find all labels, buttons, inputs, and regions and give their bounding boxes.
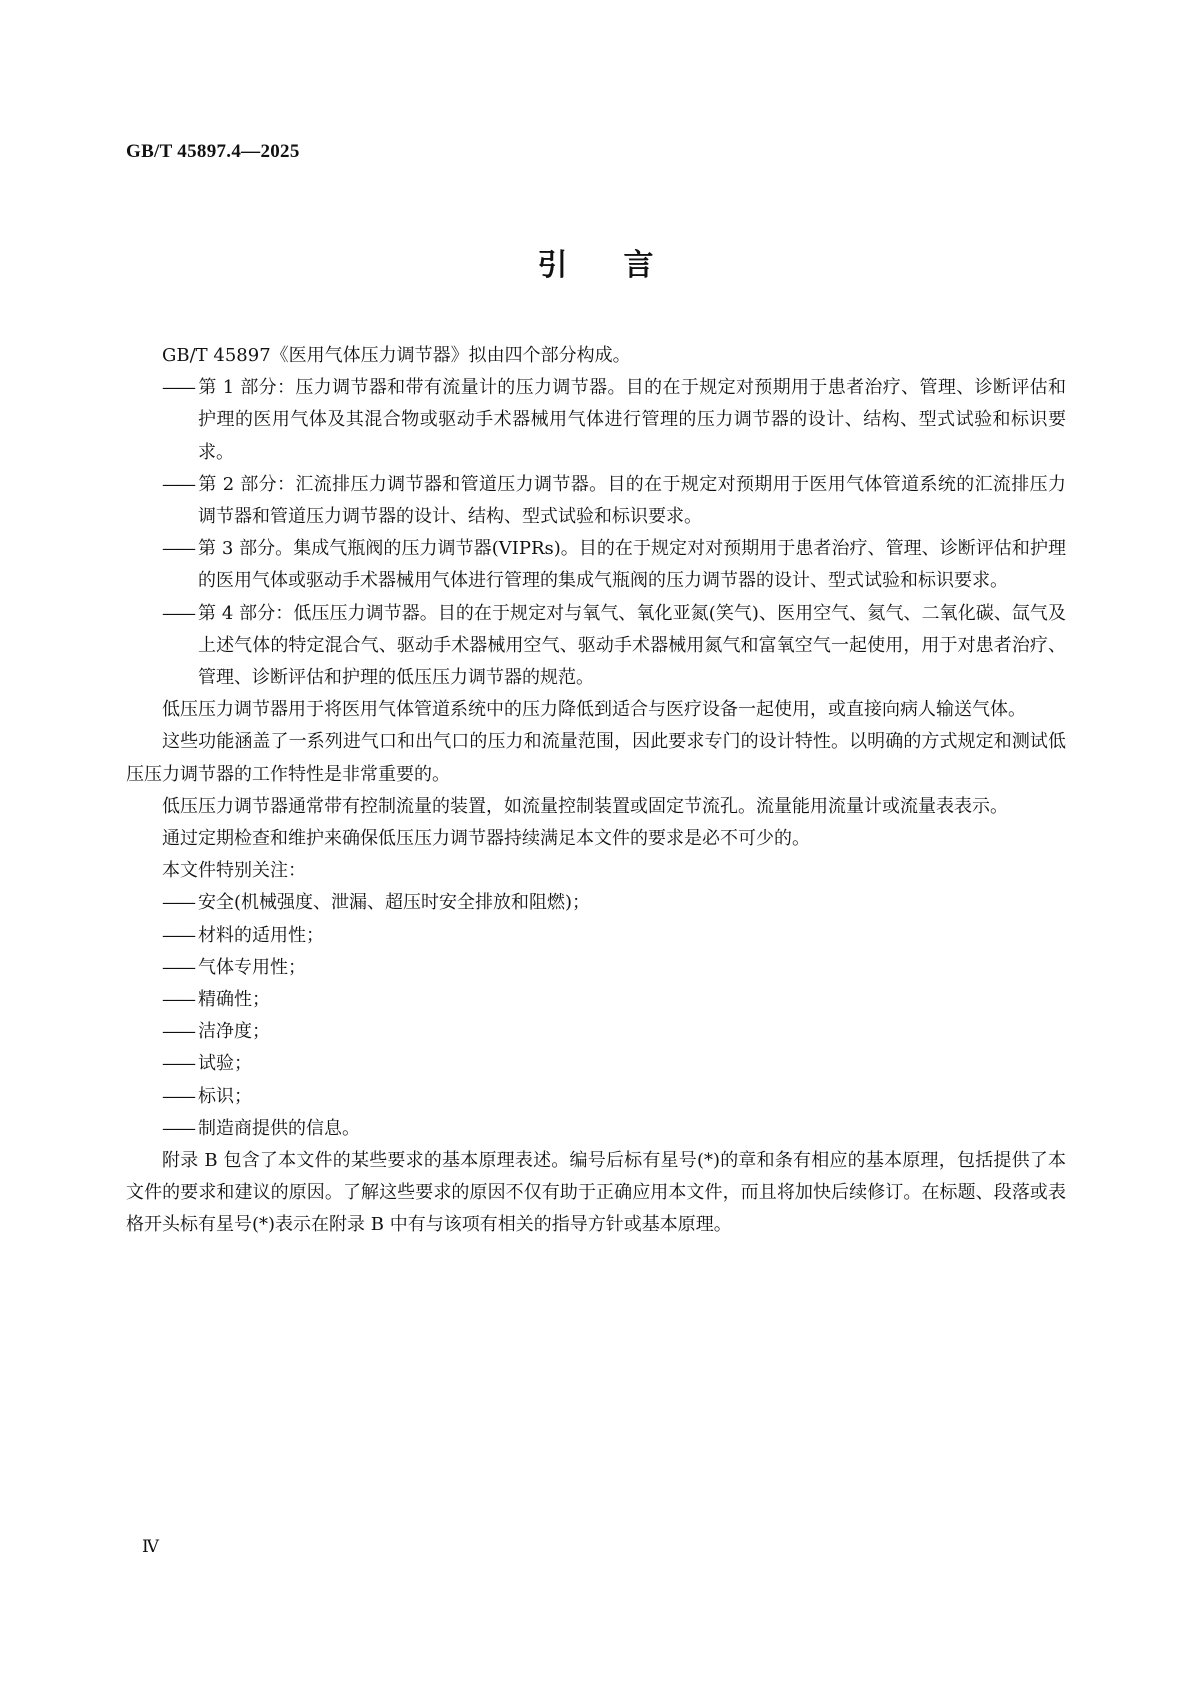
focus-list-item	[126, 920, 1066, 952]
part-text: 第 1 部分：压力调节器和带有流量计的压力调节器。目的在于规定对预期用于患者治疗、管理、诊断评估和护理的医用气体及其混合物或驱动手术器械用气体进行管理的压力调节器的设计、结构、型式试验和标识要求。	[198, 377, 1066, 463]
dash-bullet: ——	[162, 1021, 194, 1043]
dash-bullet: ——	[162, 377, 194, 399]
focus-text: 制造商提供的信息。	[198, 1117, 360, 1139]
dash-bullet: ——	[162, 892, 194, 914]
dash-bullet: ——	[162, 1053, 194, 1075]
intro-paragraph: GB/T 45897《医用气体压力调节器》拟由四个部分构成。	[162, 345, 631, 366]
focus-list-item	[126, 984, 1066, 1016]
part-list-item	[126, 533, 1066, 597]
standard-code: GB/T 45897.4—2025	[126, 141, 300, 162]
body-paragraph: 通过定期检查和维护来确保低压压力调节器持续满足本文件的要求是必不可少的。	[162, 828, 810, 850]
dash-bullet: ——	[162, 602, 194, 624]
focus-text: 气体专用性；	[198, 956, 306, 978]
focus-text: 标识；	[198, 1085, 252, 1107]
focus-list-item	[126, 1048, 1066, 1080]
dash-bullet: ——	[162, 538, 194, 560]
document-body	[126, 340, 1066, 1242]
focus-text: 精确性；	[198, 989, 270, 1011]
part-list-item	[126, 469, 1066, 533]
focus-list-item	[126, 952, 1066, 984]
focus-text: 试验；	[198, 1053, 252, 1075]
part-text: 第 2 部分：汇流排压力调节器和管道压力调节器。目的在于规定对预期用于医用气体管道系统的汇流排压力调节器和管道压力调节器的设计、结构、型式试验和标识要求。	[198, 473, 1066, 528]
dash-bullet: ——	[162, 924, 194, 946]
page-number: Ⅳ	[142, 1537, 159, 1556]
part-list-item	[126, 598, 1066, 695]
body-paragraph: 低压压力调节器用于将医用气体管道系统中的压力降低到适合与医疗设备一起使用，或直接向病人输送气体。	[162, 699, 1026, 721]
dash-bullet: ——	[162, 1085, 194, 1107]
focus-list-item	[126, 1081, 1066, 1113]
part-list-item	[126, 372, 1066, 469]
part-text: 第 4 部分：低压压力调节器。目的在于规定对与氧气、氧化亚氮(笑气)、医用空气、氦气、二氧化碳、氙气及上述气体的特定混合气、驱动手术器械用空气、驱动手术器械用氮气和富氧空气一起使用，用于对患者治疗、管理、诊断评估和护理的低压压力调节器的规范。	[198, 602, 1066, 689]
focus-text: 材料的适用性；	[198, 924, 324, 946]
focus-list-item	[126, 1016, 1066, 1048]
dash-bullet: ——	[162, 473, 194, 495]
focus-text: 洁净度；	[198, 1021, 270, 1043]
dash-bullet: ——	[162, 956, 194, 978]
focus-lead-paragraph: 本文件特别关注：	[162, 860, 306, 882]
dash-bullet: ——	[162, 989, 194, 1011]
focus-list-item	[126, 887, 1066, 919]
focus-text: 安全(机械强度、泄漏、超压时安全排放和阻燃)；	[198, 892, 591, 914]
dash-bullet: ——	[162, 1117, 194, 1139]
part-text: 第 3 部分。集成气瓶阀的压力调节器(VIPRs)。目的在于规定对对预期用于患者治疗、管理、诊断评估和护理的医用气体或驱动手术器械用气体进行管理的集成气瓶阀的压力调节器的设计、型式试验和标识要求。	[198, 538, 1066, 592]
section-title: 引言	[537, 248, 710, 283]
focus-list-item	[126, 1113, 1066, 1145]
body-paragraph: 低压压力调节器通常带有控制流量的装置，如流量控制装置或固定节流孔。流量能用流量计或流量表表示。	[162, 795, 1008, 817]
body-paragraph: 这些功能涵盖了一系列进气口和出气口的压力和流量范围，因此要求专门的设计特性。以明确的方式规定和测试低压压力调节器的工作特性是非常重要的。	[126, 731, 1066, 785]
closing-paragraph: 附录 B 包含了本文件的某些要求的基本原理表述。编号后标有星号(*)的章和条有相应的基本原理，包括提供了本文件的要求和建议的原因。了解这些要求的原因不仅有助于正确应用本文件，而且将加快后续修订。在标题、段落或表格开头标有星号(*)表示在附录 B 中有与该项有相关的指导方针或基本原理。	[126, 1150, 1066, 1236]
